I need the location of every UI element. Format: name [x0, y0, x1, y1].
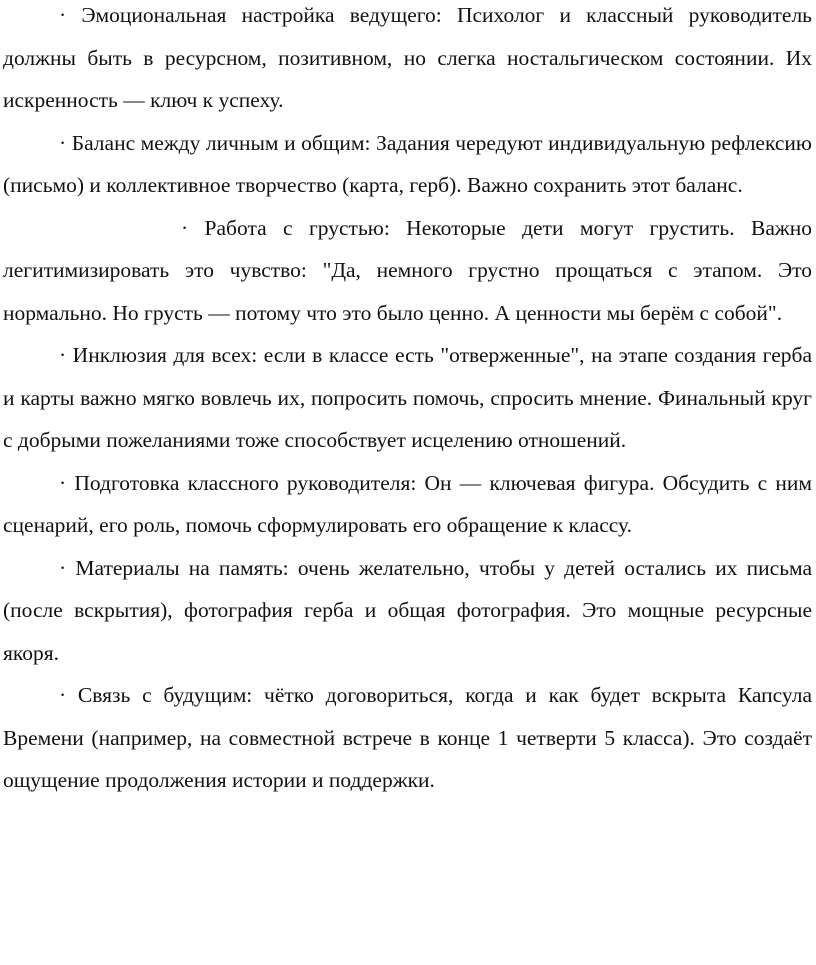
- paragraph-sadness: · Работа с грустью: Некоторые дети могут грустить. Важно легитимизировать это чувство: "Да, немного грустно прощаться с этапом. Это нормально. Но грусть — потому что это было ценно. А ценности мы берём с собой".: [3, 215, 812, 325]
- paragraph-future-link: · Связь с будущим: чётко договориться, когда и как будет вскрыта Капсула Времени (например, на совместной встрече в конце 1 четверти 5 класса). Это создаёт ощущение продолжения истории и поддержки.: [3, 683, 812, 792]
- paragraph-inclusion: · Инклюзия для всех: если в классе есть "отверженные", на этапе создания герба и карты важно мягко вовлечь их, попросить помочь, спросить мнение. Финальный круг с добрыми пожеланиями тоже способствует исцелению отношений.: [3, 343, 812, 452]
- paragraph-teacher-prep: · Подготовка классного руководителя: Он — ключевая фигура. Обсудить с ним сценарий, его роль, помочь сформулировать его обращение к классу.: [3, 470, 812, 537]
- paragraph-emotional-setup: · Эмоциональная настройка ведущего: Психолог и классный руководитель должны быть в ресурсном, позитивном, но слегка ностальгическом состоянии. Их искренность — ключ к успеху.: [3, 3, 812, 112]
- paragraph-memory-materials: · Материалы на память: очень желательно, чтобы у детей остались их письма (после вскрытия), фотография герба и общая фотография. Это мощные ресурсные якоря.: [3, 555, 812, 665]
- paragraph-balance: · Баланс между личным и общим: Задания чередуют индивидуальную рефлексию (письмо) и коллективное творчество (карта, герб). Важно сохранить этот баланс.: [3, 130, 812, 197]
